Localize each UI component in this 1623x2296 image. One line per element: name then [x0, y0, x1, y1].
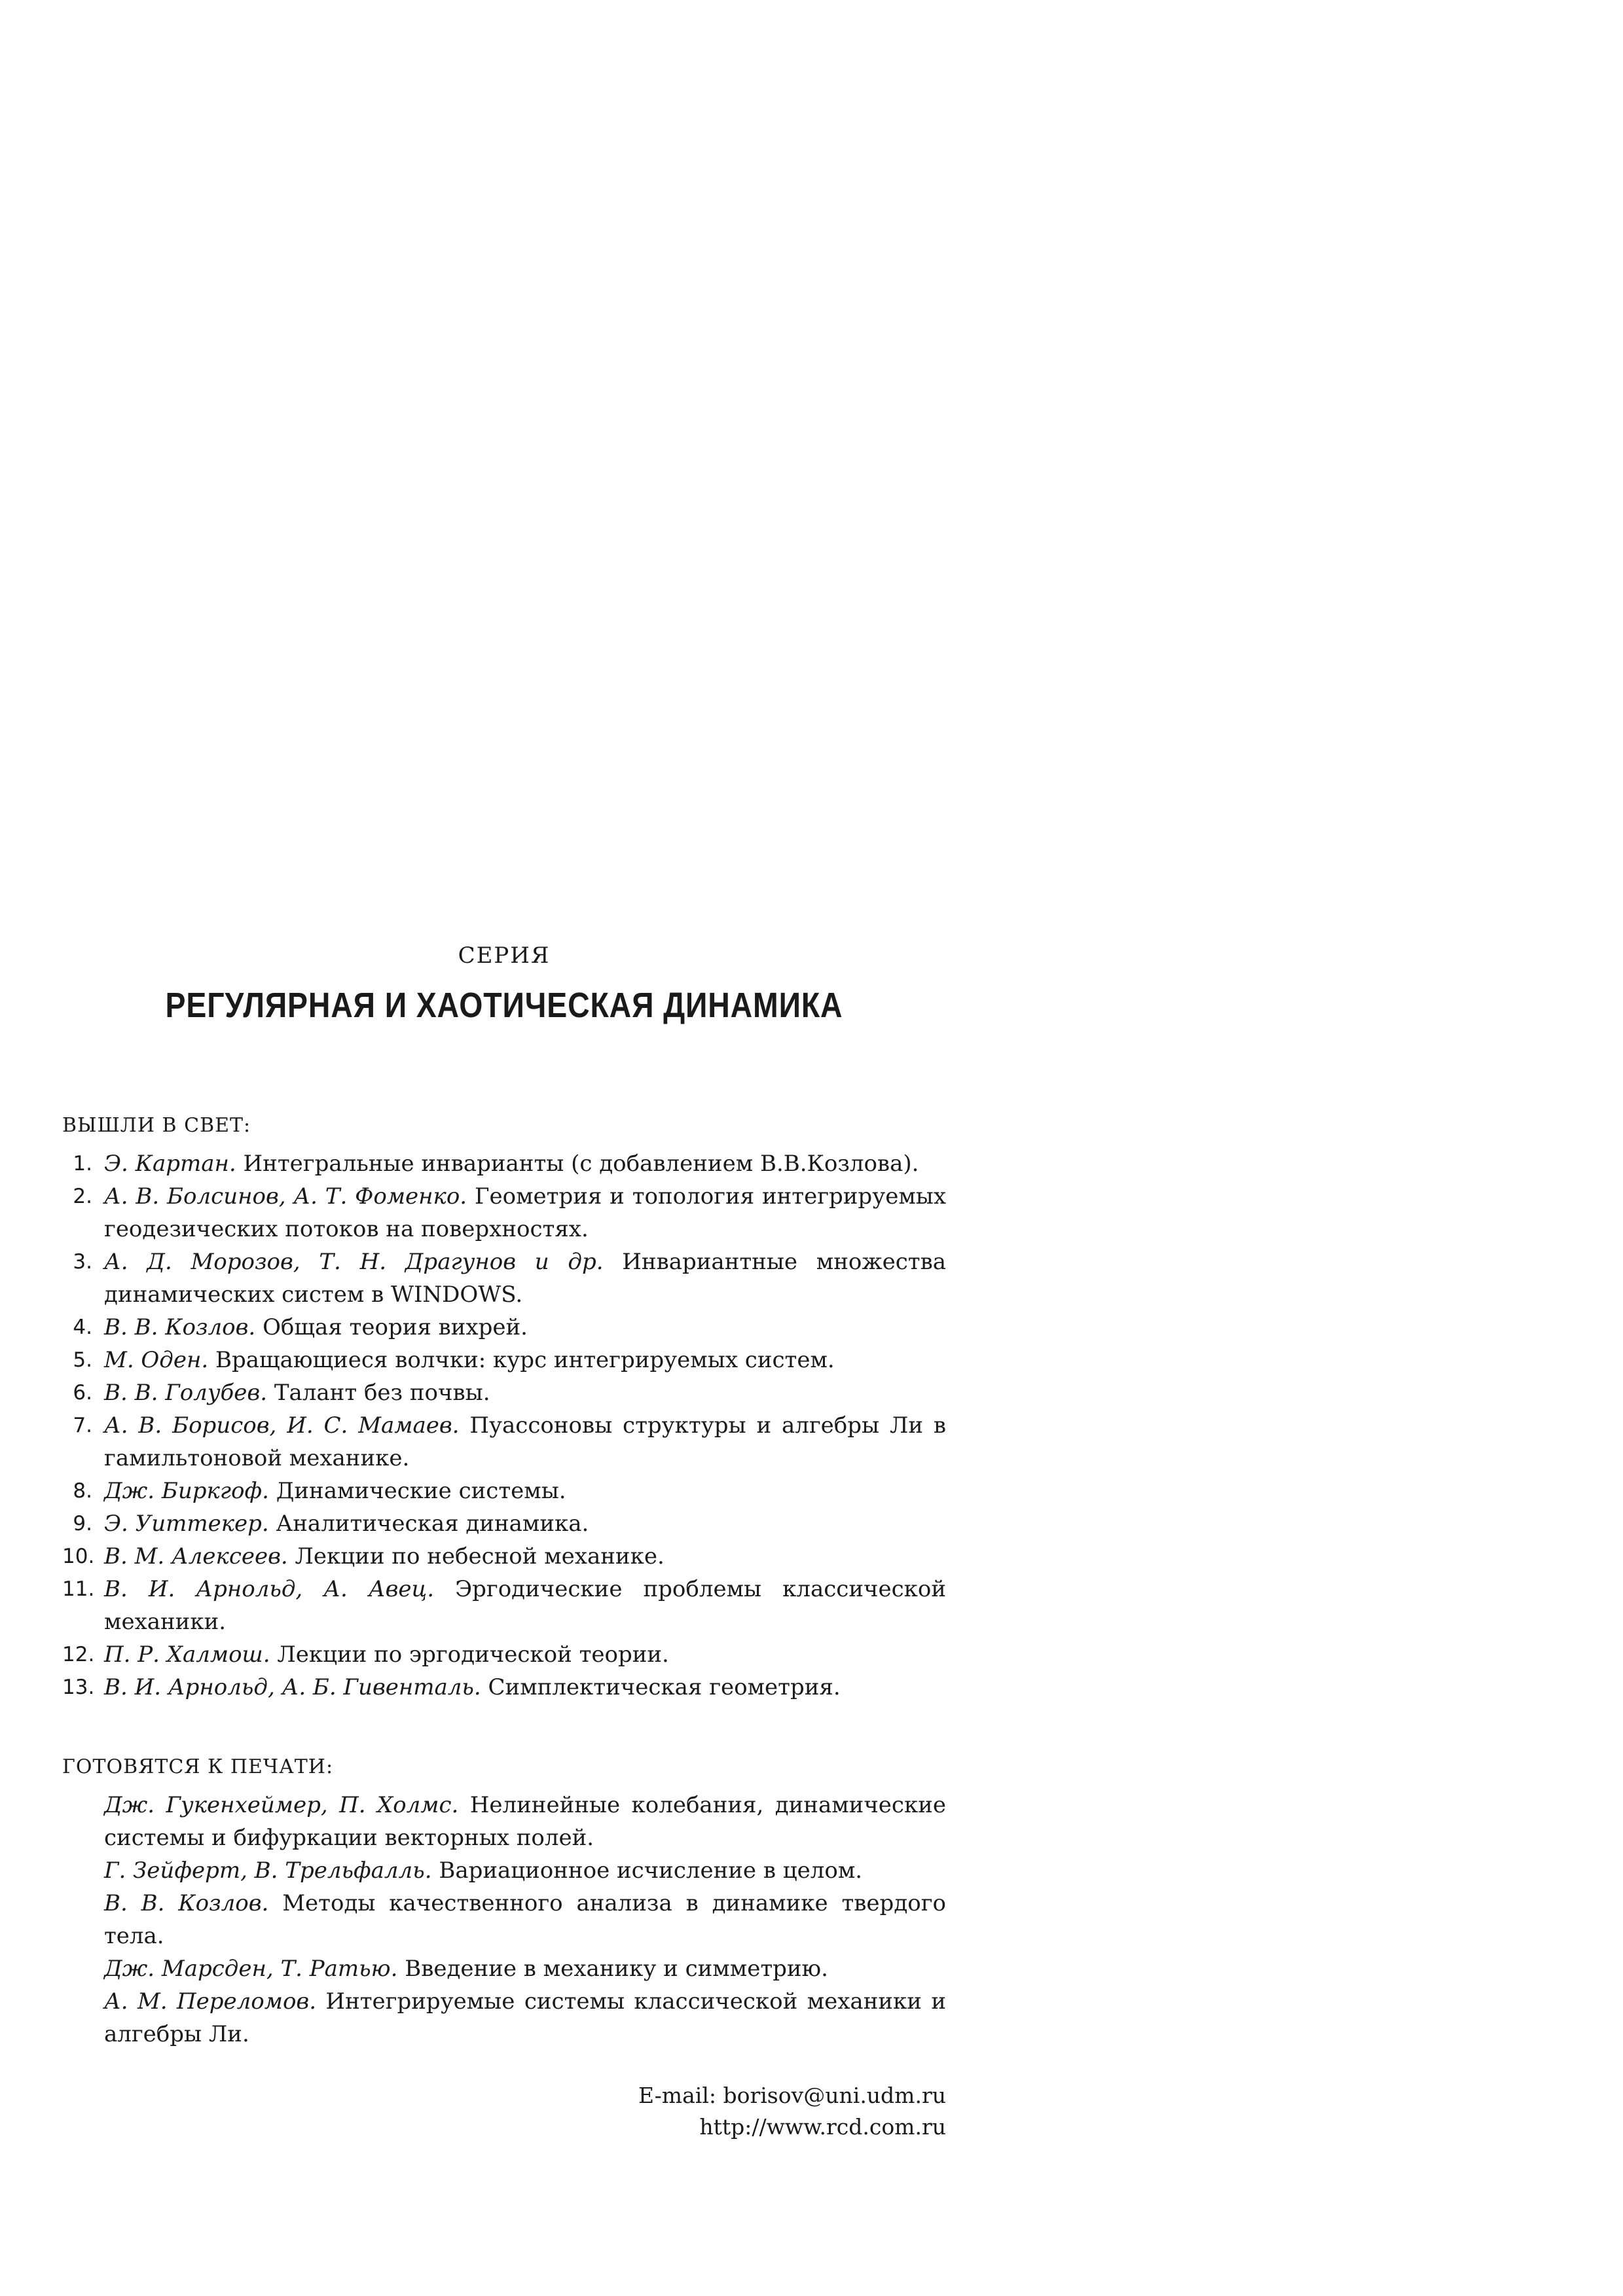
item-author: В. В. Голубев.: [104, 1380, 268, 1406]
published-list: [62, 1147, 946, 1704]
item-title: Общая теория вихрей.: [263, 1314, 528, 1340]
item-author: В. В. Козлов.: [104, 1890, 269, 1916]
item-author: В. В. Козлов.: [104, 1314, 256, 1340]
published-item: [62, 1638, 946, 1671]
item-number: 1.: [73, 1152, 92, 1175]
published-heading: ВЫШЛИ В СВЕТ:: [62, 1114, 251, 1137]
item-author: В. И. Арнольд, А. Б. Гивенталь.: [104, 1674, 481, 1700]
item-title: Инвариантные множества динамических систем в WINDOWS.: [104, 1249, 946, 1308]
item-author: Дж. Марсден, Т. Ратью.: [104, 1956, 398, 1982]
item-number: 6.: [73, 1381, 92, 1405]
forthcoming-item: [62, 1952, 946, 1985]
item-title: Введение в механику и симметрию.: [405, 1956, 828, 1982]
published-item: [62, 1344, 946, 1376]
item-author: А. Д. Морозов, Т. Н. Драгунов и др.: [104, 1249, 604, 1275]
item-number: 2.: [73, 1185, 92, 1208]
published-item: [62, 1475, 946, 1507]
forthcoming-item: [62, 1985, 946, 2051]
item-title: Лекции по небесной механике.: [295, 1543, 665, 1570]
item-title: Вариационное исчисление в целом.: [439, 1857, 863, 1884]
item-number: 9.: [73, 1512, 92, 1535]
item-author: А. В. Болсинов, А. Т. Фоменко.: [104, 1183, 467, 1210]
item-author: Г. Зейферт, В. Трельфалль.: [104, 1857, 432, 1884]
item-title: Вращающиеся волчки: курс интегрируемых систем.: [215, 1347, 835, 1373]
published-item: [62, 1540, 946, 1573]
item-author: В. М. Алексеев.: [104, 1543, 288, 1570]
item-number: 7.: [73, 1414, 92, 1437]
item-number: 12.: [62, 1643, 95, 1666]
published-item: [62, 1311, 946, 1344]
item-number: 8.: [73, 1479, 92, 1503]
contact-url: http://www.rcd.com.ru: [699, 2114, 946, 2140]
item-title: Интегральные инварианты (с добавлением В.В.Козлова).: [243, 1151, 919, 1177]
item-author: А. М. Переломов.: [104, 1988, 317, 2015]
forthcoming-item: [62, 1887, 946, 1952]
item-number: 4.: [73, 1316, 92, 1339]
item-author: М. Оден.: [104, 1347, 209, 1373]
item-title: Симплектическая геометрия.: [488, 1674, 841, 1700]
publisher-contacts: [638, 2080, 946, 2143]
forthcoming-list: [62, 1789, 946, 2051]
item-author: Э. Картан.: [104, 1151, 236, 1177]
item-title: Нелинейные колебания, динамические системы и бифуркации векторных полей.: [104, 1792, 946, 1851]
item-title: Талант без почвы.: [274, 1380, 490, 1406]
forthcoming-heading: ГОТОВЯТСЯ К ПЕЧАТИ:: [62, 1755, 334, 1778]
item-title: Динамические системы.: [276, 1478, 566, 1504]
contact-email: E-mail: borisov@uni.udm.ru: [638, 2083, 946, 2108]
item-author: Э. Уиттекер.: [104, 1511, 269, 1537]
item-author: А. В. Борисов, И. С. Мамаев.: [104, 1412, 460, 1439]
forthcoming-item: [62, 1789, 946, 1854]
item-author: Дж. Биркгоф.: [104, 1478, 269, 1504]
item-title: Эргодические проблемы классической механики.: [104, 1576, 946, 1635]
published-item: [62, 1180, 946, 1246]
item-author: Дж. Гукенхеймер, П. Холмс.: [104, 1792, 459, 1818]
series-title: РЕГУЛЯРНАЯ И ХАОТИЧЕСКАЯ ДИНАМИКА: [165, 986, 843, 1025]
published-item: [62, 1573, 946, 1638]
item-title: Интегрируемые системы классической механики и алгебры Ли.: [104, 1988, 946, 2047]
item-author: В. И. Арнольд, А. Авец.: [104, 1576, 435, 1602]
published-item: [62, 1671, 946, 1704]
item-number: 13.: [62, 1676, 95, 1699]
item-title: Аналитическая динамика.: [276, 1511, 589, 1537]
item-title: Методы качественного анализа в динамике твердого тела.: [104, 1890, 947, 1949]
published-item: [62, 1409, 946, 1475]
published-item: [62, 1246, 946, 1311]
item-number: 10.: [62, 1545, 95, 1568]
series-label: СЕРИЯ: [458, 942, 551, 969]
item-number: 11.: [62, 1577, 95, 1601]
forthcoming-item: [62, 1854, 946, 1887]
item-title: Геометрия и топология интегрируемых геодезических потоков на поверхностях.: [104, 1183, 947, 1242]
published-item: [62, 1147, 946, 1180]
series-book-list: [62, 1109, 946, 2051]
item-number: 5.: [73, 1348, 92, 1372]
item-author: П. Р. Халмош.: [104, 1641, 270, 1668]
item-number: 3.: [73, 1250, 92, 1274]
item-title: Пуассоновы структуры и алгебры Ли в гамильтоновой механике.: [104, 1412, 947, 1471]
published-item: [62, 1507, 946, 1540]
published-item: [62, 1376, 946, 1409]
item-title: Лекции по эргодической теории.: [277, 1641, 669, 1668]
